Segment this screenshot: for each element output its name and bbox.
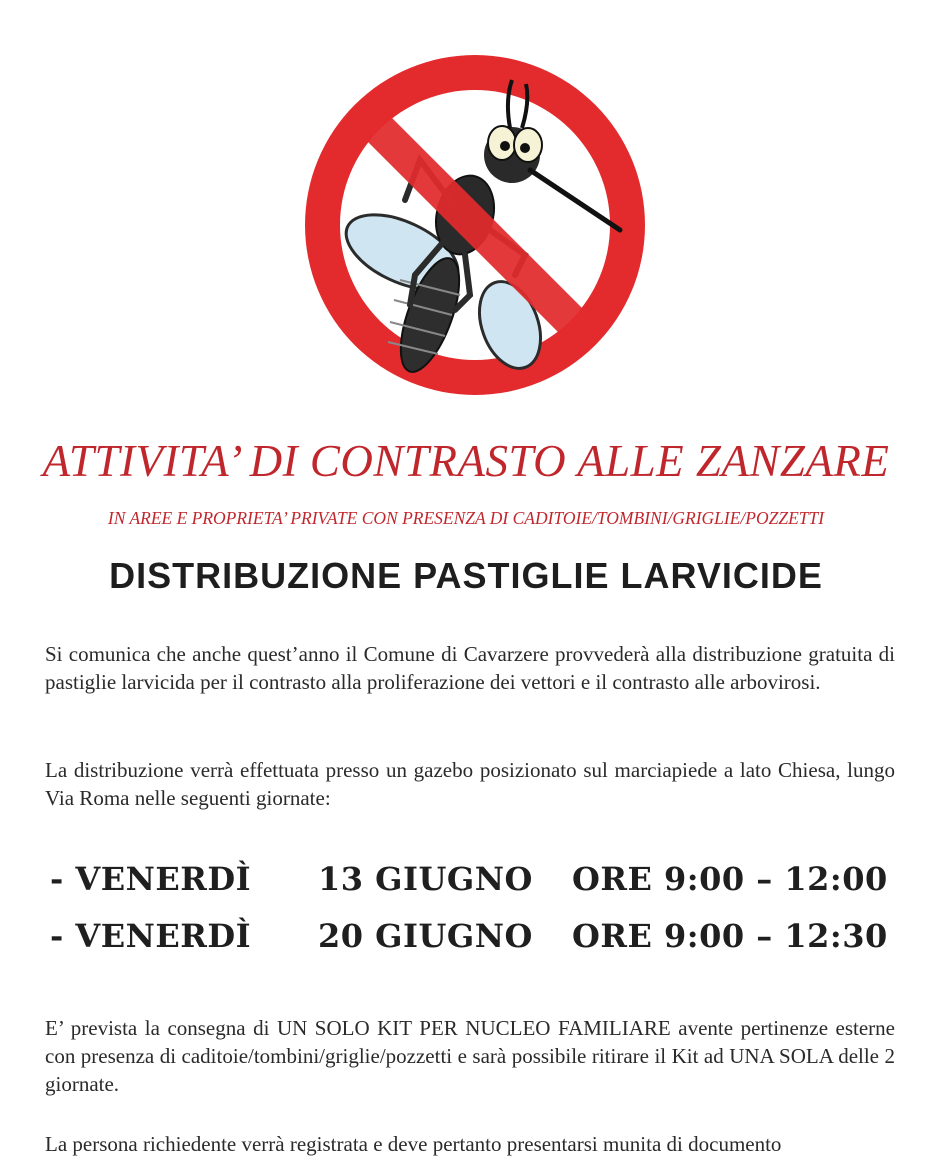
schedule-date: 20 GIUGNO [318,917,533,955]
section-heading: DISTRIBUZIONE PASTIGLIE LARVICIDE [109,555,823,596]
schedule-time: ORE 9:00 – 12:00 [572,860,888,898]
schedule-row [50,860,910,908]
schedule-time: ORE 9:00 – 12:30 [572,917,888,955]
page-subtitle: IN AREE E PROPRIETA’ PRIVATE CON PRESENZA DI CADITOIE/TOMBINI/GRIGLIE/POZZETTI [107,508,825,528]
paragraph-kit-rules: E’ prevista la consegna di UN SOLO KIT PER NUCLEO FAMILIARE avente pertinenze esterne con presenza di caditoie/tombini/griglie/pozzetti e sarà possibile ritirare il Kit ad UNA SOLA delle 2 giornate. [45,1016,895,1096]
schedule-day: - VENERDÌ [50,860,252,898]
paragraph-registration: La persona richiedente verrà registrata e deve pertanto presentarsi munita di documento [45,1132,782,1156]
page-title: ATTIVITA’ DI CONTRASTO ALLE ZANZARE [42,436,890,486]
schedule-day: - VENERDÌ [50,917,252,955]
schedule-row [50,917,910,965]
paragraph-intro: Si comunica che anche quest’anno il Comune di Cavarzere provvederà alla distribuzione gratuita di pastiglie larvicida per il contrasto alla proliferazione dei vettori e il contrasto alle arbovirosi. [45,642,895,694]
schedule-date: 13 GIUGNO [318,860,533,898]
no-mosquito-icon [290,40,660,410]
paragraph-location: La distribuzione verrà effettuata presso un gazebo posizionato sul marciapiede a lato Chiesa, lungo Via Roma nelle seguenti giornate: [45,758,895,810]
